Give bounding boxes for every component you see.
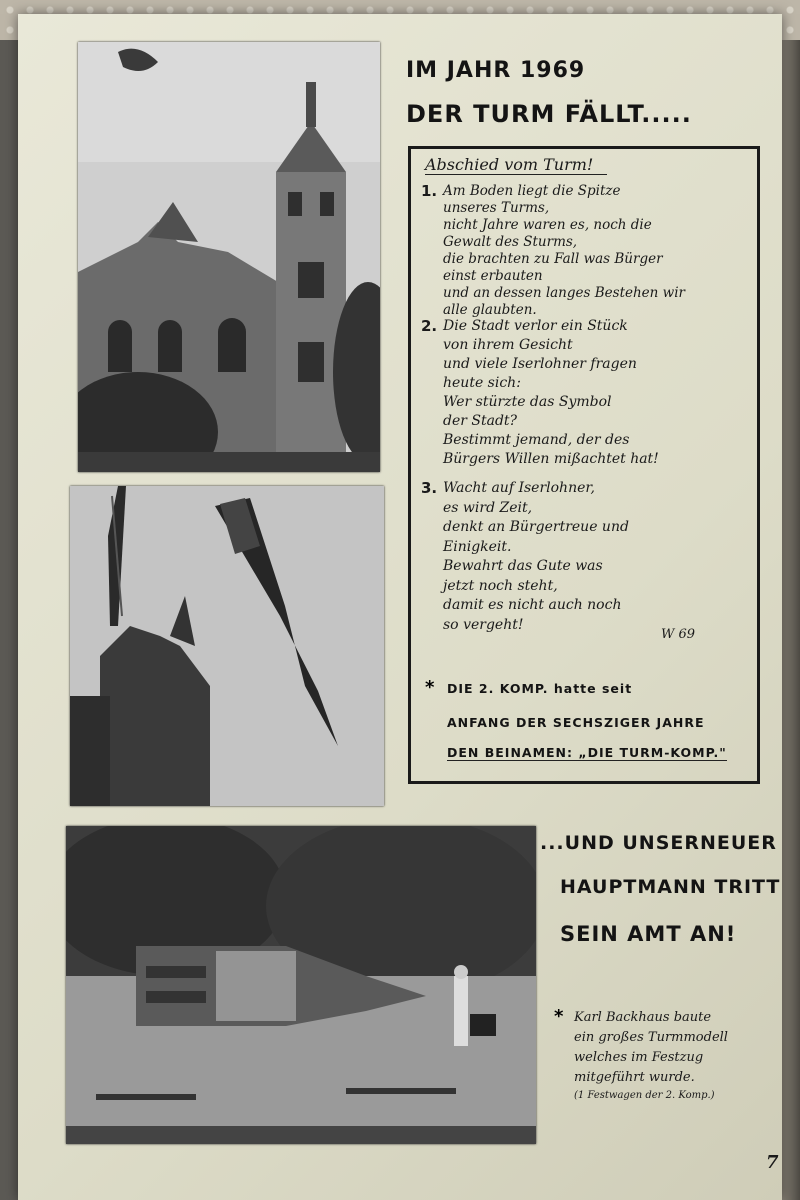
verse-line: die brachten zu Fall was Bürger [443,251,663,267]
footnote-line-2: ein großes Turmmodell [574,1030,728,1045]
page-number: 7 [766,1152,779,1173]
asterisk-icon: * [425,677,435,698]
subheading-line-2: HAUPTMANN TRITT [560,876,781,898]
verse-number: 3. [421,479,438,497]
verse-line: von ihrem Gesicht [443,337,573,353]
poem-verse-1 [421,183,751,319]
verse-line: Bürgers Willen mißachtet hat! [443,451,659,467]
verse-number: 1. [421,182,438,200]
verse-number: 2. [421,317,438,335]
verse-line: Wer stürzte das Symbol [443,394,612,410]
verse-line: Wacht auf Iserlohner, [443,480,595,496]
note-line-1: DIE 2. KOMP. hatte seit [447,681,633,696]
verse-line: jetzt noch steht, [443,577,558,594]
verse-line: Gewalt des Sturms, [443,234,578,250]
verse-line: der Stadt? [443,413,518,429]
verse-line: damit es nicht auch noch [443,597,622,613]
footnote-line-3: welches im Festzug [574,1050,704,1065]
footnote-line-5: (1 Festwagen der 2. Komp.) [574,1090,715,1101]
verse-line: heute sich: [443,375,521,391]
poem-box [408,146,760,784]
subheading-line-3: SEIN AMT AN! [560,922,737,946]
verse-line: alle glaubten. [443,302,537,318]
asterisk-icon: * [554,1006,564,1027]
verse-line: so vergeht! [443,616,524,633]
subheading-line-1: ...UND UNSERNEUER [540,832,777,854]
poem-verse-2 [421,317,751,469]
verse-line: Die Stadt verlor ein Stück [443,318,628,334]
poem-title: Abschied vom Turm! [425,155,607,175]
footnote-line-1: Karl Backhaus baute [574,1010,712,1025]
note-line-2: ANFANG DER SECHSZIGER JAHRE [447,715,705,730]
verse-line: Am Boden liegt die Spitze [443,183,621,199]
photo-spire-on-ground [66,826,536,1144]
verse-line: und an dessen langes Bestehen wir [443,285,685,301]
verse-line: Einigkeit. [443,538,512,555]
footnote-line-4: mitgeführt wurde. [574,1070,695,1085]
verse-line: nicht Jahre waren es, noch die [443,217,652,233]
verse-line: und viele Iserlohner fragen [443,356,637,372]
photo-falling-spire [70,486,384,806]
verse-line: denkt an Bürgertreue und [443,519,629,535]
verse-line: es wird Zeit, [443,499,533,516]
poem-verse-3 [421,479,751,635]
poem-signature: W 69 [661,627,696,642]
verse-line: einst erbauten [443,268,543,284]
note-line-3: DEN BEINAMEN: „DIE TURM-KOMP." [447,745,727,760]
verse-line: Bewahrt das Gute was [443,558,603,574]
verse-line: Bestimmt jemand, der des [443,432,630,448]
album-edge [782,40,800,1200]
photo-tower-building [78,42,380,472]
heading-year: IM JAHR 1969 [406,58,586,83]
heading-tower-falls: DER TURM FÄLLT..... [406,100,692,128]
verse-line: unseres Turms, [443,200,550,216]
